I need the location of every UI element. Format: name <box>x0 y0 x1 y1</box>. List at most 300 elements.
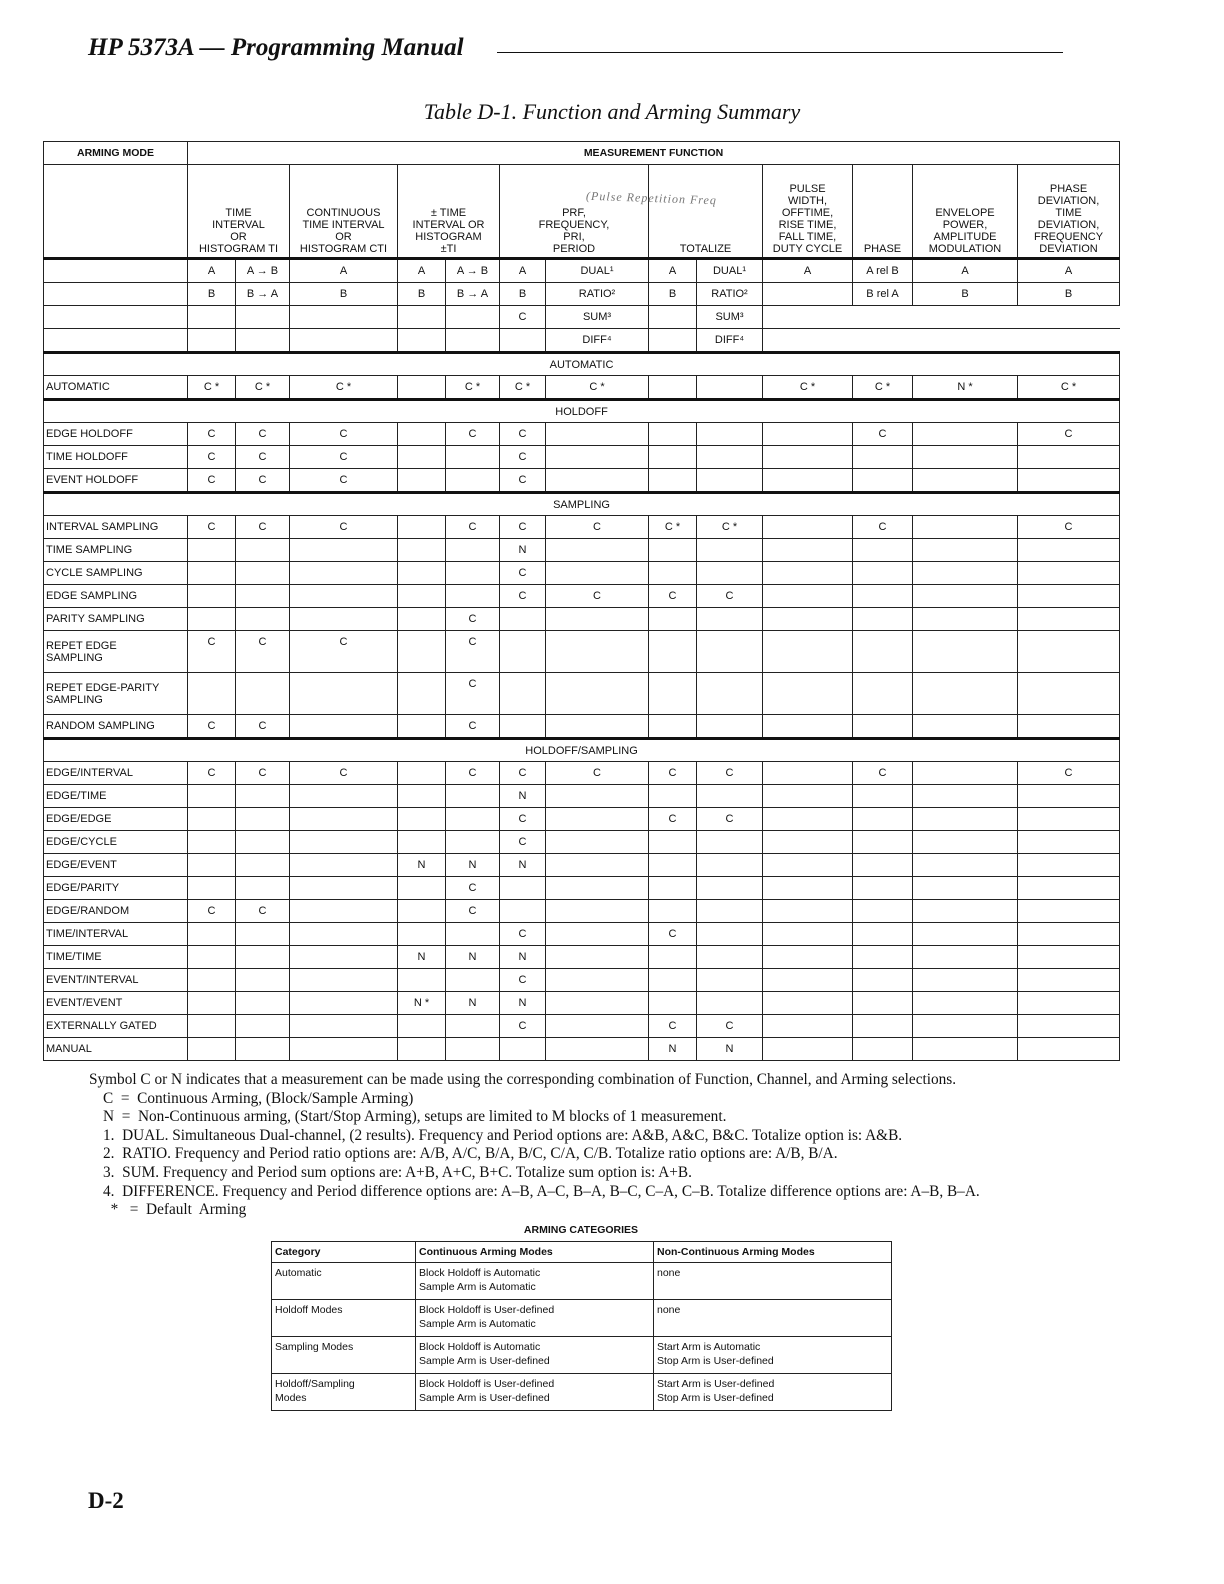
channel-cell <box>649 306 697 329</box>
channel-cell: B <box>500 283 546 306</box>
arming-cell <box>500 631 546 673</box>
arming-cell: N <box>500 785 546 808</box>
channel-cell <box>446 306 500 329</box>
arming-cell <box>188 785 236 808</box>
arming-cell: C * <box>236 376 290 400</box>
arming-cell: N <box>697 1038 763 1061</box>
arming-cell <box>236 923 290 946</box>
section-title: HOLDOFF <box>44 400 1120 423</box>
arming-cell <box>290 1015 398 1038</box>
arming-cell: C <box>188 516 236 539</box>
arming-cell <box>446 469 500 493</box>
arming-cell <box>763 516 853 539</box>
table-row <box>44 1038 1120 1061</box>
arming-cell: C <box>446 608 500 631</box>
arming-cell <box>763 854 853 877</box>
arming-cell: C * <box>697 516 763 539</box>
arming-cell <box>290 923 398 946</box>
channel-cell: B <box>649 283 697 306</box>
arming-mode-label: EDGE SAMPLING <box>44 585 188 608</box>
arming-cell <box>236 785 290 808</box>
arming-cell: C <box>500 585 546 608</box>
arming-cell <box>1018 539 1120 562</box>
arming-cell <box>446 969 500 992</box>
arming-cell <box>188 969 236 992</box>
arming-cell <box>1018 585 1120 608</box>
arming-cell <box>546 808 649 831</box>
arming-cell <box>236 831 290 854</box>
arming-cell <box>188 1038 236 1061</box>
arming-cell <box>188 608 236 631</box>
arming-cell <box>853 969 913 992</box>
arming-cell <box>500 877 546 900</box>
arming-cell: C <box>697 1015 763 1038</box>
arming-cell <box>500 715 546 739</box>
arming-cell <box>398 831 446 854</box>
channel-cell: B <box>398 283 446 306</box>
arming-cell <box>500 673 546 715</box>
arming-cell <box>697 376 763 400</box>
arming-cell <box>913 923 1018 946</box>
arming-cell: C * <box>446 376 500 400</box>
arming-cell: C <box>649 585 697 608</box>
arming-cell <box>913 1038 1018 1061</box>
arming-cell <box>188 877 236 900</box>
channel-cell: B <box>188 283 236 306</box>
channel-cell: DIFF⁴ <box>546 329 649 353</box>
section-header-row <box>44 493 1120 516</box>
arming-cell <box>913 946 1018 969</box>
arming-cell: C <box>236 900 290 923</box>
arming-mode-label: TIME HOLDOFF <box>44 446 188 469</box>
arming-cell <box>853 446 913 469</box>
arming-cell <box>546 854 649 877</box>
category-cell: Holdoff Modes <box>272 1300 416 1337</box>
arming-cell: C <box>290 631 398 673</box>
category-cell: Block Holdoff is User-defined Sample Arm is User-defined <box>416 1374 654 1411</box>
arming-cell <box>1018 900 1120 923</box>
arming-cell <box>290 539 398 562</box>
arming-cell <box>853 877 913 900</box>
arming-cell <box>913 423 1018 446</box>
arming-cell: C <box>697 762 763 785</box>
arming-cell <box>398 900 446 923</box>
arming-cell <box>763 1015 853 1038</box>
arming-mode-label: TIME/INTERVAL <box>44 923 188 946</box>
section-title: HOLDOFF/SAMPLING <box>44 739 1120 762</box>
arming-cell: C <box>236 631 290 673</box>
arming-cell <box>649 631 697 673</box>
arming-cell: C <box>546 585 649 608</box>
arming-cell <box>763 631 853 673</box>
arming-cell <box>188 673 236 715</box>
arming-cell <box>188 923 236 946</box>
function-label: PRF, FREQUENCY, PRI, PERIOD <box>538 207 610 255</box>
arming-cell <box>290 1038 398 1061</box>
channel-cell: RATIO² <box>546 283 649 306</box>
arming-cell <box>649 469 697 493</box>
column-header: Non-Continuous Arming Modes <box>654 1242 892 1263</box>
blank-cell <box>44 165 188 259</box>
section-title: AUTOMATIC <box>44 353 1120 376</box>
arming-cell <box>853 539 913 562</box>
arming-cell <box>1018 1015 1120 1038</box>
arming-cell: C <box>1018 516 1120 539</box>
table-row <box>44 562 1120 585</box>
blank-cell <box>763 306 1120 329</box>
arming-cell: N * <box>398 992 446 1015</box>
table-row <box>44 762 1120 785</box>
note-line: 3. SUM. Frequency and Period sum options are: A+B, A+C, B+C. Totalize sum option is: A+B. <box>103 1163 692 1181</box>
arming-cell <box>290 992 398 1015</box>
channel-cell <box>649 329 697 353</box>
arming-cell <box>697 831 763 854</box>
arming-mode-label: EDGE/PARITY <box>44 877 188 900</box>
arming-cell: N <box>500 539 546 562</box>
arming-cell: C <box>500 762 546 785</box>
table-row <box>44 715 1120 739</box>
arming-cell <box>398 1038 446 1061</box>
arming-mode-label: PARITY SAMPLING <box>44 608 188 631</box>
arming-cell <box>290 585 398 608</box>
table-row <box>44 946 1120 969</box>
function-header <box>500 165 649 259</box>
arming-cell <box>913 969 1018 992</box>
arming-cell <box>546 562 649 585</box>
category-row <box>272 1300 892 1337</box>
arming-cell <box>913 854 1018 877</box>
arming-cell <box>446 562 500 585</box>
arming-cell <box>763 785 853 808</box>
arming-cell <box>649 608 697 631</box>
arming-cell <box>446 1015 500 1038</box>
arming-cell <box>853 992 913 1015</box>
arming-cell <box>398 877 446 900</box>
arming-mode-header: ARMING MODE <box>44 142 188 165</box>
arming-cell <box>913 446 1018 469</box>
arming-cell: C <box>500 831 546 854</box>
arming-cell <box>290 946 398 969</box>
blank-cell <box>44 259 188 283</box>
arming-cell <box>853 923 913 946</box>
channel-cell: B rel A <box>853 283 913 306</box>
channel-cell <box>763 283 853 306</box>
arming-mode-label: CYCLE SAMPLING <box>44 562 188 585</box>
arming-cell <box>913 631 1018 673</box>
arming-cell <box>853 673 913 715</box>
arming-cell <box>290 854 398 877</box>
category-row <box>272 1263 892 1300</box>
blank-cell <box>763 329 1120 353</box>
arming-mode-label: MANUAL <box>44 1038 188 1061</box>
arming-cell: C * <box>546 376 649 400</box>
arming-cell <box>913 562 1018 585</box>
arming-cell <box>290 900 398 923</box>
channel-cell: A <box>763 259 853 283</box>
header-row <box>44 142 1120 165</box>
arming-cell <box>697 992 763 1015</box>
arming-cell <box>188 1015 236 1038</box>
arming-cell <box>398 969 446 992</box>
arming-cell <box>649 562 697 585</box>
channel-cell <box>398 329 446 353</box>
category-cell: Sampling Modes <box>272 1337 416 1374</box>
arming-cell <box>188 992 236 1015</box>
arming-cell <box>446 539 500 562</box>
arming-cell: C <box>500 808 546 831</box>
arming-cell: C * <box>763 376 853 400</box>
arming-mode-label: EVENT/INTERVAL <box>44 969 188 992</box>
category-cell: Automatic <box>272 1263 416 1300</box>
arming-cell <box>546 900 649 923</box>
blank-cell <box>44 306 188 329</box>
arming-cell <box>236 854 290 877</box>
categories-header-row <box>272 1242 892 1263</box>
function-header: TOTALIZE <box>649 165 763 259</box>
arming-cell <box>697 900 763 923</box>
note-line: * = Default Arming <box>103 1201 247 1219</box>
arming-cell <box>913 608 1018 631</box>
arming-cell <box>236 1038 290 1061</box>
arming-cell: N <box>500 854 546 877</box>
channel-cell: SUM³ <box>546 306 649 329</box>
arming-cell <box>398 1015 446 1038</box>
arming-cell <box>853 808 913 831</box>
arming-cell: C <box>446 900 500 923</box>
arming-cell <box>398 516 446 539</box>
arming-cell <box>649 969 697 992</box>
channel-cell: A <box>1018 259 1120 283</box>
arming-cell <box>236 539 290 562</box>
arming-cell: C <box>236 469 290 493</box>
category-row <box>272 1374 892 1411</box>
arming-mode-label: EDGE/RANDOM <box>44 900 188 923</box>
table-row <box>44 854 1120 877</box>
arming-cell: C <box>500 423 546 446</box>
arming-cell <box>546 608 649 631</box>
page-number: D-2 <box>88 1488 124 1513</box>
arming-mode-label: EDGE/EDGE <box>44 808 188 831</box>
arming-cell <box>236 608 290 631</box>
channel-cell: A → B <box>446 259 500 283</box>
table-row <box>44 585 1120 608</box>
table-row <box>44 969 1120 992</box>
arming-cell <box>236 877 290 900</box>
arming-cell: C <box>500 469 546 493</box>
arming-mode-label: INTERVAL SAMPLING <box>44 516 188 539</box>
arming-cell <box>697 446 763 469</box>
arming-cell <box>649 877 697 900</box>
note-line: 2. RATIO. Frequency and Period ratio options are: A/B, A/C, B/A, B/C, C/A, C/B. Totalize ratio options are: A/B, B/A. <box>103 1145 838 1163</box>
arming-cell <box>446 808 500 831</box>
arming-cell: C <box>697 808 763 831</box>
channel-cell <box>236 306 290 329</box>
arming-cell <box>290 562 398 585</box>
arming-cell <box>913 877 1018 900</box>
running-head: HP 5373A — Programming Manual <box>88 34 464 61</box>
channel-row <box>44 306 1120 329</box>
category-cell: Start Arm is User-defined Stop Arm is User-defined <box>654 1374 892 1411</box>
arming-cell: C <box>853 762 913 785</box>
arming-cell <box>763 969 853 992</box>
arming-cell: C * <box>188 376 236 400</box>
arming-cell <box>1018 715 1120 739</box>
note-line: 1. DUAL. Simultaneous Dual-channel, (2 results). Frequency and Period options are: A&B, A&C, B&C. Totalize option is: A&B. <box>103 1126 903 1144</box>
arming-cell <box>853 1038 913 1061</box>
category-cell: Block Holdoff is User-defined Sample Arm is Automatic <box>416 1300 654 1337</box>
arming-mode-label: EVENT HOLDOFF <box>44 469 188 493</box>
arming-cell <box>853 854 913 877</box>
blank-cell <box>44 283 188 306</box>
arming-cell <box>398 469 446 493</box>
arming-cell: N * <box>913 376 1018 400</box>
arming-cell <box>546 469 649 493</box>
arming-cell <box>290 969 398 992</box>
function-header: PHASE <box>853 165 913 259</box>
arming-mode-label: TIME SAMPLING <box>44 539 188 562</box>
arming-mode-label: EVENT/EVENT <box>44 992 188 1015</box>
arming-cell <box>1018 1038 1120 1061</box>
arming-cell <box>446 923 500 946</box>
arming-mode-label: EXTERNALLY GATED <box>44 1015 188 1038</box>
arming-cell <box>853 608 913 631</box>
arming-cell: C <box>649 808 697 831</box>
arming-cell <box>500 900 546 923</box>
arming-cell <box>697 539 763 562</box>
arming-cell <box>853 900 913 923</box>
table-row <box>44 446 1120 469</box>
arming-cell <box>236 969 290 992</box>
arming-cell <box>500 608 546 631</box>
arming-cell <box>697 608 763 631</box>
arming-cell <box>697 946 763 969</box>
arming-cell <box>188 831 236 854</box>
arming-cell: C <box>236 423 290 446</box>
arming-cell <box>546 969 649 992</box>
arming-cell: C <box>853 516 913 539</box>
arming-cell <box>697 969 763 992</box>
arming-cell <box>1018 608 1120 631</box>
arming-cell <box>236 673 290 715</box>
table-row <box>44 673 1120 715</box>
arming-cell <box>546 631 649 673</box>
table-row <box>44 785 1120 808</box>
arming-cell: C <box>546 516 649 539</box>
arming-cell <box>697 423 763 446</box>
arming-cell <box>398 631 446 673</box>
channel-cell: DUAL¹ <box>697 259 763 283</box>
table-row <box>44 469 1120 493</box>
arming-cell <box>853 831 913 854</box>
channel-cell: A rel B <box>853 259 913 283</box>
channel-cell: SUM³ <box>697 306 763 329</box>
arming-cell <box>763 877 853 900</box>
channel-cell <box>500 329 546 353</box>
arming-cell <box>1018 877 1120 900</box>
arming-cell: C <box>290 423 398 446</box>
arming-cell <box>649 423 697 446</box>
arming-cell: C <box>188 631 236 673</box>
arming-cell: C <box>649 1015 697 1038</box>
arming-cell <box>763 539 853 562</box>
category-cell: none <box>654 1263 892 1300</box>
arming-cell <box>697 631 763 673</box>
arming-cell: C <box>236 516 290 539</box>
arming-cell <box>398 376 446 400</box>
arming-cell: C * <box>290 376 398 400</box>
arming-cell <box>697 923 763 946</box>
arming-cell: C * <box>1018 376 1120 400</box>
arming-cell <box>853 585 913 608</box>
arming-cell <box>236 562 290 585</box>
arming-cell <box>546 992 649 1015</box>
arming-cell <box>398 762 446 785</box>
channel-cell: RATIO² <box>697 283 763 306</box>
arming-cell: C <box>188 900 236 923</box>
arming-cell <box>649 673 697 715</box>
arming-cell <box>546 831 649 854</box>
arming-cell <box>913 900 1018 923</box>
arming-cell <box>697 469 763 493</box>
arming-mode-label: REPET EDGE SAMPLING <box>44 631 188 673</box>
arming-cell <box>1018 469 1120 493</box>
channel-cell: A <box>398 259 446 283</box>
arming-cell <box>853 631 913 673</box>
arming-cell <box>913 516 1018 539</box>
arming-cell <box>1018 785 1120 808</box>
channel-cell: DIFF⁴ <box>697 329 763 353</box>
table-row <box>44 539 1120 562</box>
arming-cell <box>188 585 236 608</box>
arming-mode-label: REPET EDGE-PARITY SAMPLING <box>44 673 188 715</box>
function-header: ENVELOPE POWER, AMPLITUDE MODULATION <box>913 165 1018 259</box>
arming-cell: C <box>236 446 290 469</box>
arming-mode-label: TIME/TIME <box>44 946 188 969</box>
arming-cell <box>853 785 913 808</box>
arming-cell <box>913 539 1018 562</box>
note-line: 4. DIFFERENCE. Frequency and Period difference options are: A–B, A–C, B–A, B–C, C–A, C–B. Totalize difference options are: A–B, B–A. <box>103 1182 980 1200</box>
arming-cell <box>697 673 763 715</box>
arming-cell: C <box>697 585 763 608</box>
arming-cell: C <box>500 516 546 539</box>
arming-cell: C <box>290 446 398 469</box>
arming-cell <box>546 877 649 900</box>
arming-cell: C * <box>853 376 913 400</box>
channel-cell: A <box>290 259 398 283</box>
arming-cell <box>398 562 446 585</box>
arming-cell <box>763 1038 853 1061</box>
arming-cell <box>763 946 853 969</box>
category-cell: Holdoff/Sampling Modes <box>272 1374 416 1411</box>
arming-cell <box>546 715 649 739</box>
arming-cell <box>649 539 697 562</box>
arming-cell <box>913 992 1018 1015</box>
table-row <box>44 900 1120 923</box>
arming-cell <box>763 608 853 631</box>
table-row <box>44 1015 1120 1038</box>
arming-cell <box>446 585 500 608</box>
table-row <box>44 923 1120 946</box>
table-row <box>44 631 1120 673</box>
category-cell: Block Holdoff is Automatic Sample Arm is Automatic <box>416 1263 654 1300</box>
table-row <box>44 831 1120 854</box>
arming-cell <box>546 1038 649 1061</box>
arming-cell <box>398 423 446 446</box>
table-row <box>44 808 1120 831</box>
channel-cell: B → A <box>446 283 500 306</box>
arming-cell <box>763 423 853 446</box>
arming-cell: N <box>500 946 546 969</box>
